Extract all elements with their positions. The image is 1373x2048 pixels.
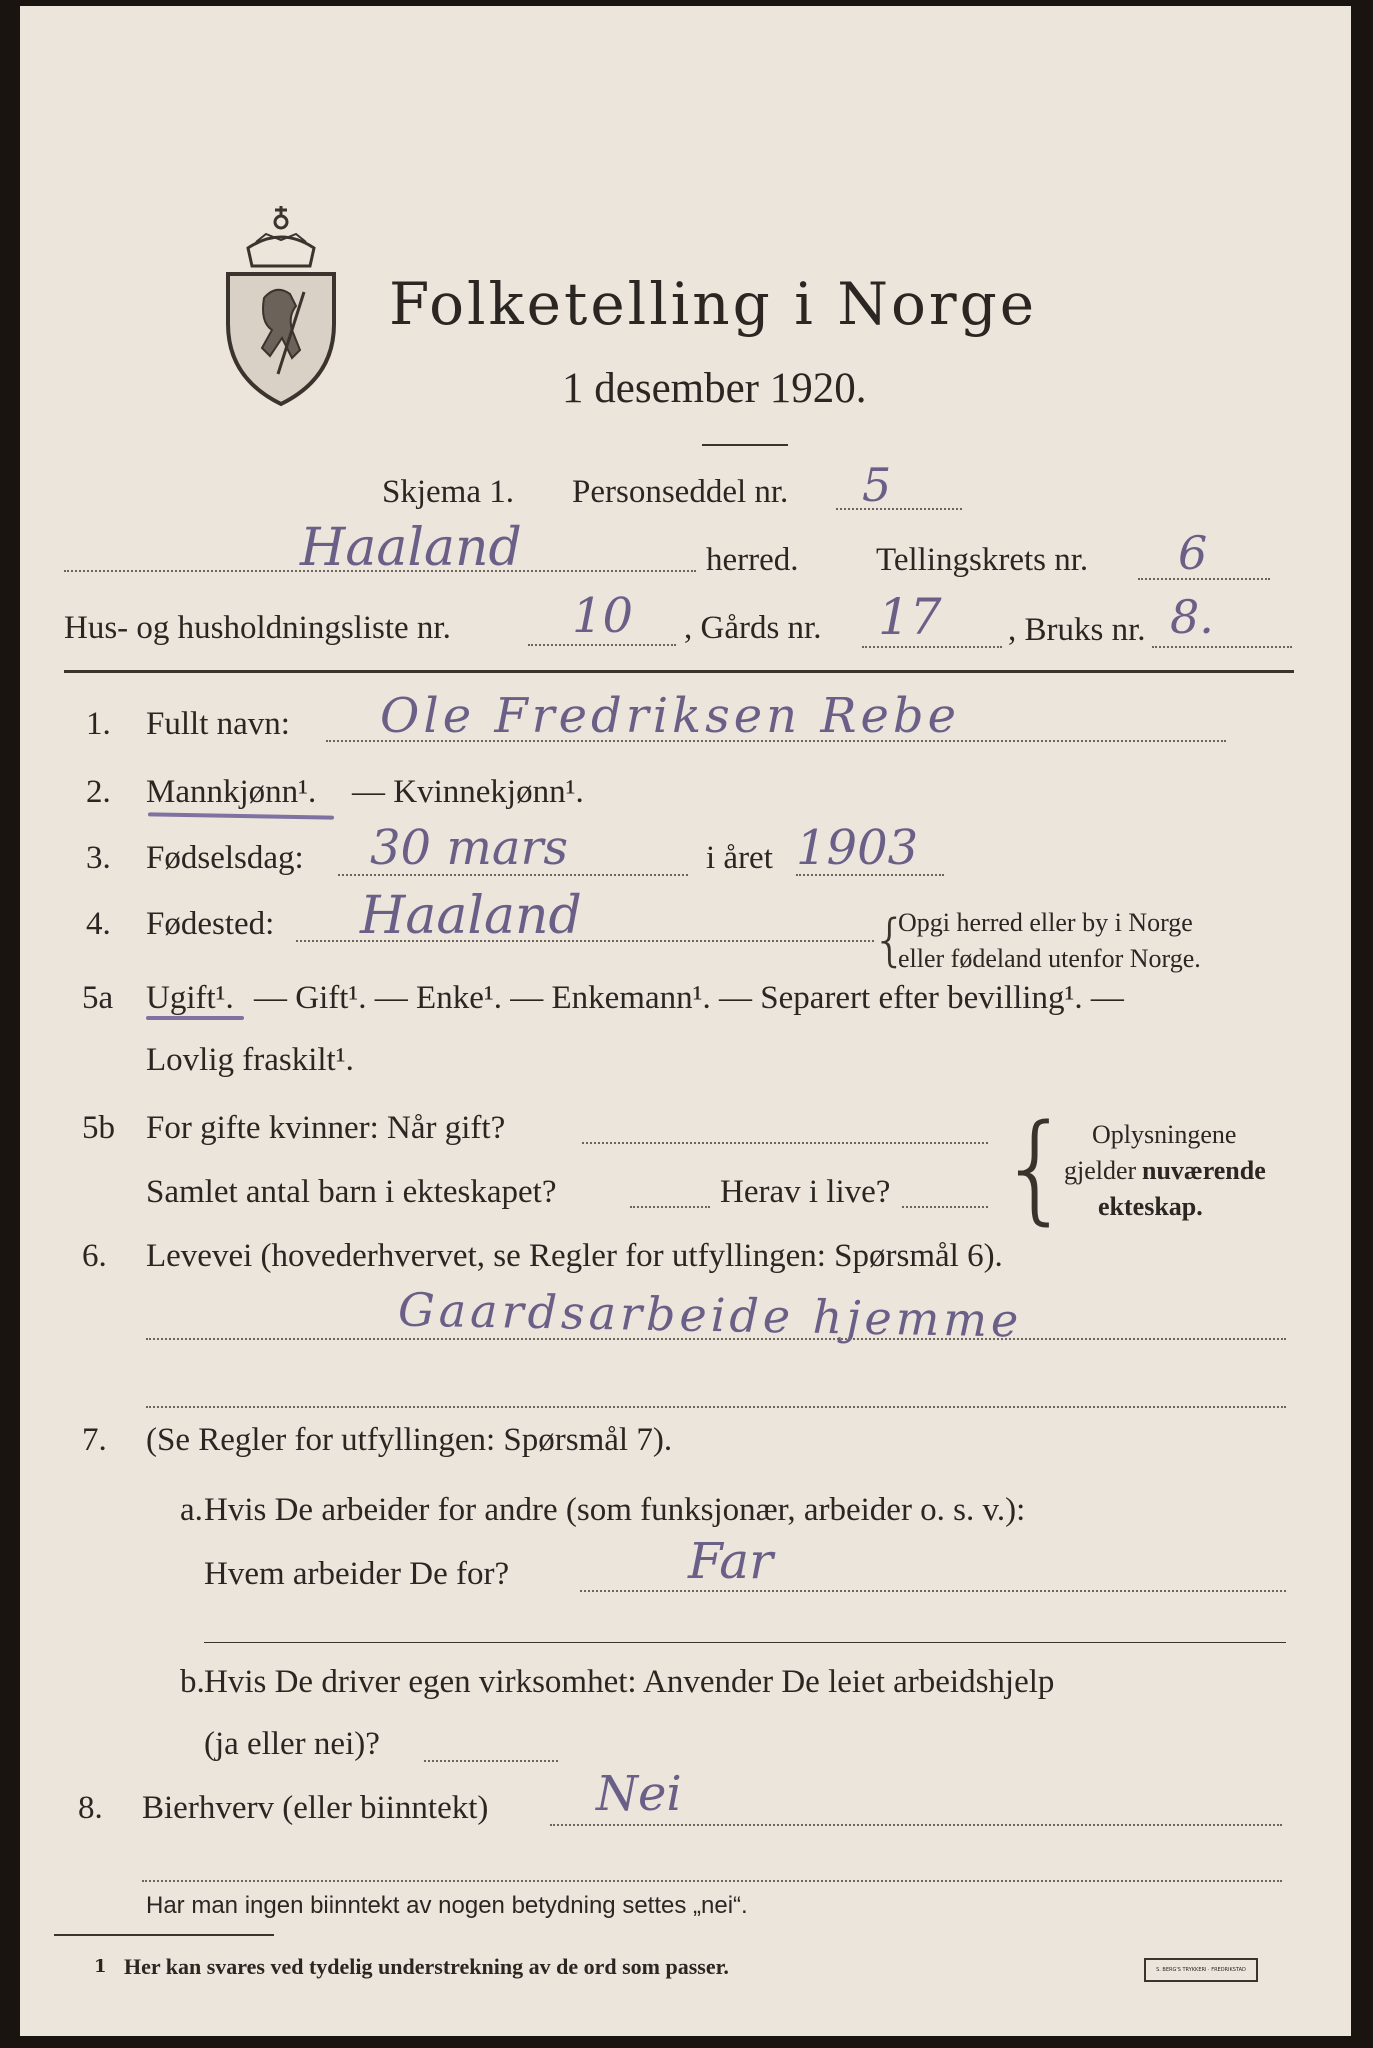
gards-value: 17 (878, 588, 942, 646)
personseddel-label: Personseddel nr. (572, 474, 789, 510)
q7-label: (Se Regler for utfyllingen: Spørsmål 7). (146, 1422, 673, 1458)
census-date: 1 desember 1920. (562, 365, 867, 412)
q5b-label3: Herav i live? (720, 1174, 891, 1210)
q5b-note2a: gjelder (1064, 1156, 1137, 1185)
form-title: Folketelling i Norge (389, 270, 1038, 338)
q2-kvinnekjonn: — Kvinnekjønn¹. (352, 774, 584, 810)
q5a-other-options: — Gift¹. — Enke¹. — Enkemann¹. — Separert efter bevilling¹. — (254, 980, 1124, 1016)
q4-label: Fødested: (146, 906, 275, 942)
q3-day-value: 30 mars (370, 820, 569, 876)
herred-label: herred. (706, 542, 799, 578)
header-separator (64, 670, 1294, 673)
census-form (20, 6, 1351, 2036)
q5a-line2: Lovlig fraskilt¹. (146, 1042, 354, 1078)
gards-label: , Gårds nr. (684, 610, 822, 646)
q5b-note3: ekteskap. (1098, 1192, 1203, 1221)
q6-line2 (146, 1406, 1286, 1408)
q5b-note1: Oplysningene (1092, 1120, 1237, 1149)
q1-number: 1. (86, 706, 111, 742)
q2-underline-mark (148, 812, 334, 819)
q6-number: 6. (82, 1238, 107, 1274)
q8-side-income-value: Nei (596, 1766, 682, 1822)
q7a-sub: Hvem arbeider De for? (204, 1556, 510, 1592)
footnote-divider (54, 1934, 274, 1936)
bruks-line (1152, 646, 1292, 648)
q3-label: Fødselsdag: (146, 840, 304, 876)
q5b-line3 (902, 1206, 988, 1208)
husholdningsliste-label: Hus- og husholdningsliste nr. (64, 610, 451, 646)
title-divider (702, 444, 788, 446)
q7b-line (424, 1760, 558, 1762)
q4-birthplace-value: Haaland (360, 886, 582, 946)
husholdningsliste-value: 10 (572, 588, 634, 644)
bruks-label: , Bruks nr. (1008, 612, 1146, 648)
q7a-employer-value: Far (688, 1532, 774, 1590)
q4-note-line2: eller fødeland utenfor Norge. (898, 944, 1201, 973)
q5b-label2: Samlet antal barn i ekteskapet? (146, 1174, 557, 1210)
q1-name-value: Ole Fredriksen Rebe (380, 688, 961, 744)
q7a-letter: a. (180, 1492, 203, 1528)
q5b-label1: For gifte kvinner: Når gift? (146, 1110, 506, 1146)
skjema-label: Skjema 1. (382, 474, 514, 510)
q5b-line2 (630, 1206, 710, 1208)
q8-line2 (142, 1880, 1282, 1882)
q7b-letter: b. (180, 1664, 205, 1700)
tellingskrets-value: 6 (1178, 526, 1208, 580)
q7a-line2 (204, 1642, 1286, 1643)
q5b-number: 5b (82, 1110, 115, 1146)
q7b-text: Hvis De driver egen virksomhet: Anvender De leiet arbeidshjelp (204, 1664, 1055, 1700)
gards-line (862, 646, 1002, 648)
q7a-line1 (580, 1590, 1286, 1592)
q6-occupation-value: Gaardsarbeide hjemme (397, 1282, 1023, 1348)
q7-number: 7. (82, 1422, 107, 1458)
q3-aret-label: i året (706, 840, 773, 876)
q5a-number: 5a (82, 980, 114, 1016)
q5b-brace: { (998, 1098, 1074, 1236)
q6-label: Levevei (hovederhvervet, se Regler for utfyllingen: Spørsmål 6). (146, 1238, 1003, 1274)
q2-mannkjonn: Mannkjønn¹. (146, 774, 317, 810)
q2-number: 2. (86, 774, 111, 810)
q8-label: Bierhverv (eller biinntekt) (142, 1790, 489, 1826)
footnote-text: Her kan svares ved tydelig understrekning av de ord som passer. (124, 1954, 729, 1979)
coat-of-arms-icon (220, 198, 342, 408)
q4-number: 4. (86, 906, 111, 942)
q3-number: 3. (86, 840, 111, 876)
q7b-sub: (ja eller nei)? (204, 1726, 380, 1762)
q4-note-line1: Opgi herred eller by i Norge (898, 908, 1193, 937)
printer-stamp: S. BERG'S TRYKKERI · FREDRIKSTAD (1144, 1958, 1258, 1982)
husholdningsliste-line (528, 644, 676, 646)
footnote-number: 1 (94, 1956, 107, 1977)
personseddel-line (836, 508, 962, 510)
q5a-underline-mark (146, 1016, 244, 1020)
q5b-line1 (582, 1142, 988, 1144)
q5a-ugift: Ugift¹. (146, 980, 234, 1016)
bruks-value: 8. (1170, 590, 1214, 644)
herred-value: Haaland (300, 518, 522, 578)
q3-year-value: 1903 (796, 820, 919, 876)
q8-number: 8. (78, 1790, 103, 1826)
q7a-text: Hvis De arbeider for andre (som funksjonær, arbeider o. s. v.): (204, 1492, 1026, 1528)
q4-brace: { (872, 908, 908, 973)
q5b-note2b: nuværende (1142, 1156, 1266, 1185)
q1-label: Fullt navn: (146, 706, 290, 742)
tellingskrets-label: Tellingskrets nr. (876, 542, 1089, 578)
biinntekt-note: Har man ingen biinntekt av nogen betydning settes „nei“. (146, 1892, 748, 1919)
personseddel-value: 5 (862, 458, 892, 512)
q8-line1 (550, 1824, 1282, 1826)
